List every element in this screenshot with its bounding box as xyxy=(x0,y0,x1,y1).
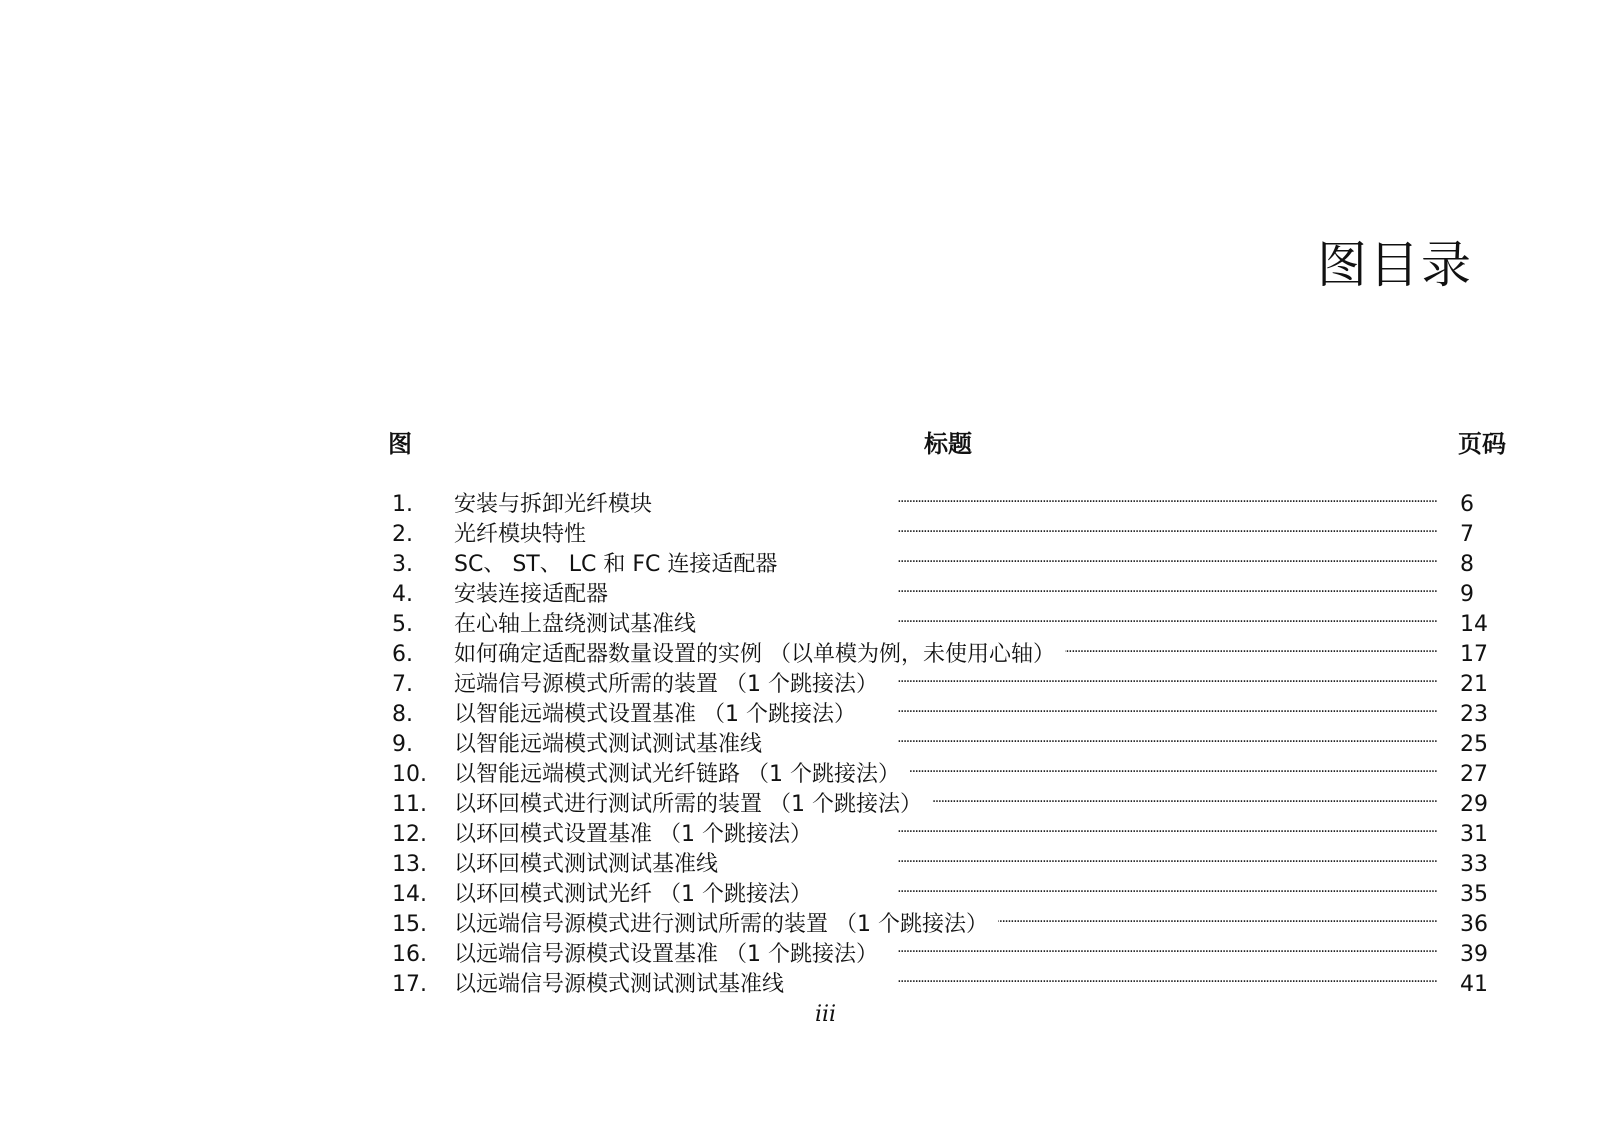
dot-leader xyxy=(772,721,1438,751)
toc-entry-number: 3. xyxy=(392,552,413,577)
footer-page-number: iii xyxy=(814,1002,837,1027)
toc-entry-number: 1. xyxy=(392,492,413,517)
toc-entry-title: 以远端信号源模式设置基准 （1 个跳接法） xyxy=(454,942,878,967)
toc-entry-number: 12. xyxy=(392,822,427,847)
toc-entry-title: 以环回模式进行测试所需的装置 （1 个跳接法） xyxy=(454,792,922,817)
toc-header xyxy=(388,424,1506,464)
toc-entry-page: 35 xyxy=(1460,882,1488,907)
dot-leader xyxy=(822,811,1438,841)
toc-entry-title: 如何确定适配器数量设置的实例 （以单模为例，未使用心轴） xyxy=(454,642,1055,667)
header-figure: 图 xyxy=(388,430,412,458)
toc-entry-title: 以远端信号源模式测试测试基准线 xyxy=(454,972,785,997)
dot-leader xyxy=(998,901,1438,931)
toc-entry-page: 29 xyxy=(1460,792,1488,817)
dot-leader xyxy=(1065,631,1438,661)
dot-leader xyxy=(794,961,1438,991)
toc-entry-number: 16. xyxy=(392,942,427,967)
header-page: 页码 xyxy=(1458,430,1506,458)
dot-leader xyxy=(822,871,1438,901)
toc-entry-title: 以智能远端模式测试光纤链路 （1 个跳接法） xyxy=(454,762,900,787)
toc-entry-page: 39 xyxy=(1460,942,1488,967)
toc-entry-title: 远端信号源模式所需的装置 （1 个跳接法） xyxy=(454,672,878,697)
toc-entry-number: 10. xyxy=(392,762,427,787)
toc-entry-number: 2. xyxy=(392,522,413,547)
toc-entry-number: 4. xyxy=(392,582,413,607)
toc-entry-title: 安装与拆卸光纤模块 xyxy=(454,492,653,517)
toc-entry-page: 17 xyxy=(1460,642,1488,667)
toc-entry-number: 5. xyxy=(392,612,413,637)
toc-entry-number: 7. xyxy=(392,672,413,697)
toc-entry-title: 以智能远端模式设置基准 （1 个跳接法） xyxy=(454,702,856,727)
toc-entry-title: 光纤模块特性 xyxy=(454,522,587,547)
page-title: 图目录 xyxy=(1317,235,1473,294)
table-of-figures xyxy=(388,424,1506,997)
toc-entry-page: 33 xyxy=(1460,852,1488,877)
toc-entry-number: 15. xyxy=(392,912,427,937)
toc-entry-number: 8. xyxy=(392,702,413,727)
toc-entry-page: 31 xyxy=(1460,822,1488,847)
toc-entry-number: 17. xyxy=(392,972,427,997)
toc-entry-page: 27 xyxy=(1460,762,1488,787)
toc-entry-number: 6. xyxy=(392,642,413,667)
toc-entry[interactable] xyxy=(388,481,1506,517)
toc-entry-page: 36 xyxy=(1460,912,1488,937)
toc-entry-page: 8 xyxy=(1460,552,1474,577)
toc-entry-number: 14. xyxy=(392,882,427,907)
toc-entry-page: 21 xyxy=(1460,672,1488,697)
toc-entry-number: 13. xyxy=(392,852,427,877)
toc-entry-title: 安装连接适配器 xyxy=(454,582,609,607)
toc-entry-title: 以环回模式设置基准 （1 个跳接法） xyxy=(454,822,812,847)
toc-entry-page: 14 xyxy=(1460,612,1488,637)
header-title: 标题 xyxy=(924,430,972,458)
toc-entry-page: 7 xyxy=(1460,522,1474,547)
toc-entry-title: SC、 ST、 LC 和 FC 连接适配器 xyxy=(454,552,778,577)
dot-leader xyxy=(932,781,1438,811)
dot-leader xyxy=(888,931,1438,961)
toc-entry-title: 以环回模式测试测试基准线 xyxy=(454,852,719,877)
dot-leader xyxy=(910,751,1438,781)
dot-leader xyxy=(728,841,1438,871)
toc-entry-page: 41 xyxy=(1460,972,1488,997)
dot-leader xyxy=(787,541,1438,571)
toc-entry-page: 25 xyxy=(1460,732,1488,757)
dot-leader xyxy=(706,601,1438,631)
dot-leader xyxy=(618,571,1438,601)
toc-entry-page: 9 xyxy=(1460,582,1474,607)
toc-entry-title: 在心轴上盘绕测试基准线 xyxy=(454,612,697,637)
toc-entry-page: 6 xyxy=(1460,492,1474,517)
toc-list xyxy=(388,481,1506,997)
toc-entry-title: 以智能远端模式测试测试基准线 xyxy=(454,732,763,757)
dot-leader xyxy=(888,661,1438,691)
toc-entry-title: 以远端信号源模式进行测试所需的装置 （1 个跳接法） xyxy=(454,912,988,937)
toc-entry-title: 以环回模式测试光纤 （1 个跳接法） xyxy=(454,882,812,907)
dot-leader xyxy=(662,481,1438,511)
toc-entry-page: 23 xyxy=(1460,702,1488,727)
dot-leader xyxy=(596,511,1438,541)
dot-leader xyxy=(866,691,1438,721)
toc-entry-number: 9. xyxy=(392,732,413,757)
toc-entry-number: 11. xyxy=(392,792,427,817)
